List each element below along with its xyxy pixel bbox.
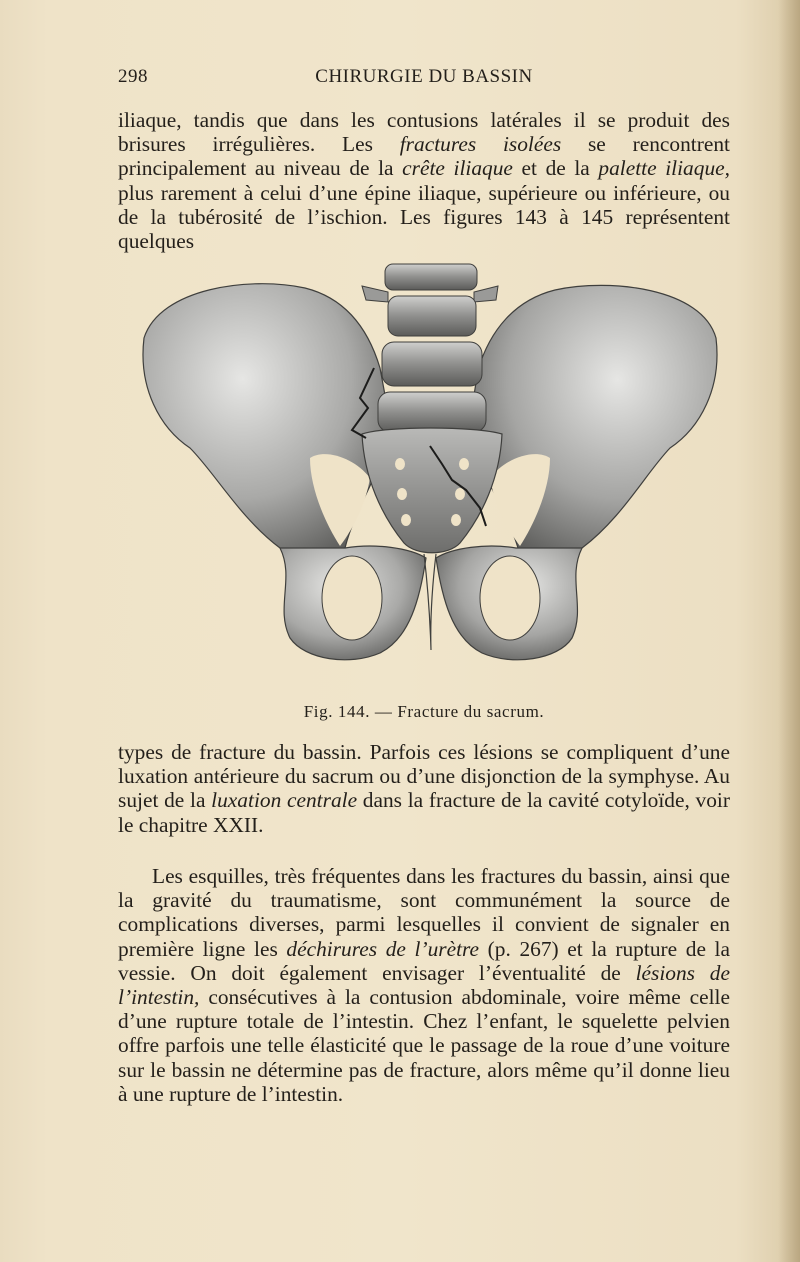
text-run: types de fracture du bassin. Parfois ces lésions se compliquent d’une luxation antérieure du sacrum ou d’une disjonction de la symphyse. Au sujet de la — [118, 740, 730, 813]
text-run: iliaque, tandis que dans les contusions latérales il se produit des brisures irrégulières. Les — [118, 108, 730, 157]
sacral-foramen — [397, 488, 407, 500]
text-run: se rencontrent principalement au niveau de la — [118, 132, 730, 181]
sacral-foramen — [455, 488, 465, 500]
italic-phrase: luxation centrale — [211, 788, 358, 813]
paragraph-1 — [118, 108, 730, 253]
sacral-foramen — [401, 514, 411, 526]
page-number: 298 — [118, 66, 148, 87]
running-title: CHIRURGIE DU BASSIN — [315, 66, 533, 87]
pelvis-figure — [130, 258, 730, 690]
page-spine-shadow — [778, 0, 800, 1262]
text-run: et de la — [512, 156, 599, 181]
paragraph-3 — [118, 864, 730, 1106]
paragraph-2 — [118, 740, 730, 837]
text-run: plus rarement à celui d’une épine iliaque, supérieure ou inférieure, ou de la tubérosité de l’ischion. Les figures 143 à 145 représentent quelques — [118, 180, 730, 254]
vertebra-2 — [388, 296, 476, 336]
sacrum — [362, 428, 502, 553]
pelvis-illustration — [130, 258, 730, 690]
italic-phrase: lésions de l’intestin, — [118, 960, 730, 1010]
text-run: consécutives à la contusion abdominale, voire même celle d’une rupture totale de l’intestin. Chez l’enfant, le squelette pelvien offre parfois une telle élasticité que le passage de la roue d’une voiture sur le bassin ne détermine pas de fracture, alors même qu’il donne lieu à une rupture de l’intestin. — [118, 985, 730, 1106]
running-header — [118, 66, 730, 92]
pubic-symphysis — [424, 554, 436, 650]
sacral-foramen — [459, 458, 469, 470]
italic-phrase: déchirures de l’urètre — [286, 936, 480, 961]
italic-phrase: crête iliaque — [402, 156, 513, 181]
sacral-foramen — [451, 514, 461, 526]
figure-caption: Fig. 144. — Fracture du sacrum. — [303, 702, 545, 721]
left-obturator-foramen — [322, 556, 382, 640]
italic-phrase: fractures isolées — [399, 132, 562, 157]
vertebra-1 — [385, 264, 477, 290]
right-obturator-foramen — [480, 556, 540, 640]
sacral-foramen — [395, 458, 405, 470]
italic-phrase: palette iliaque, — [598, 156, 730, 181]
text-run: dans la fracture de la cavité cotyloïde, voir le chapitre XXII. — [118, 788, 730, 837]
vertebra-4 — [378, 392, 486, 432]
vertebra-3 — [382, 342, 482, 386]
text-run: Les esquilles, très fréquentes dans les fractures du bassin, ainsi que la gravité du traumatisme, sont communément la source de complications diverses, parmi lesquelles il convient de signaler en première ligne les — [118, 864, 730, 961]
text-run: (p. 267) et la rupture de la vessie. On doit également envisager l’éventualité de — [118, 936, 730, 985]
